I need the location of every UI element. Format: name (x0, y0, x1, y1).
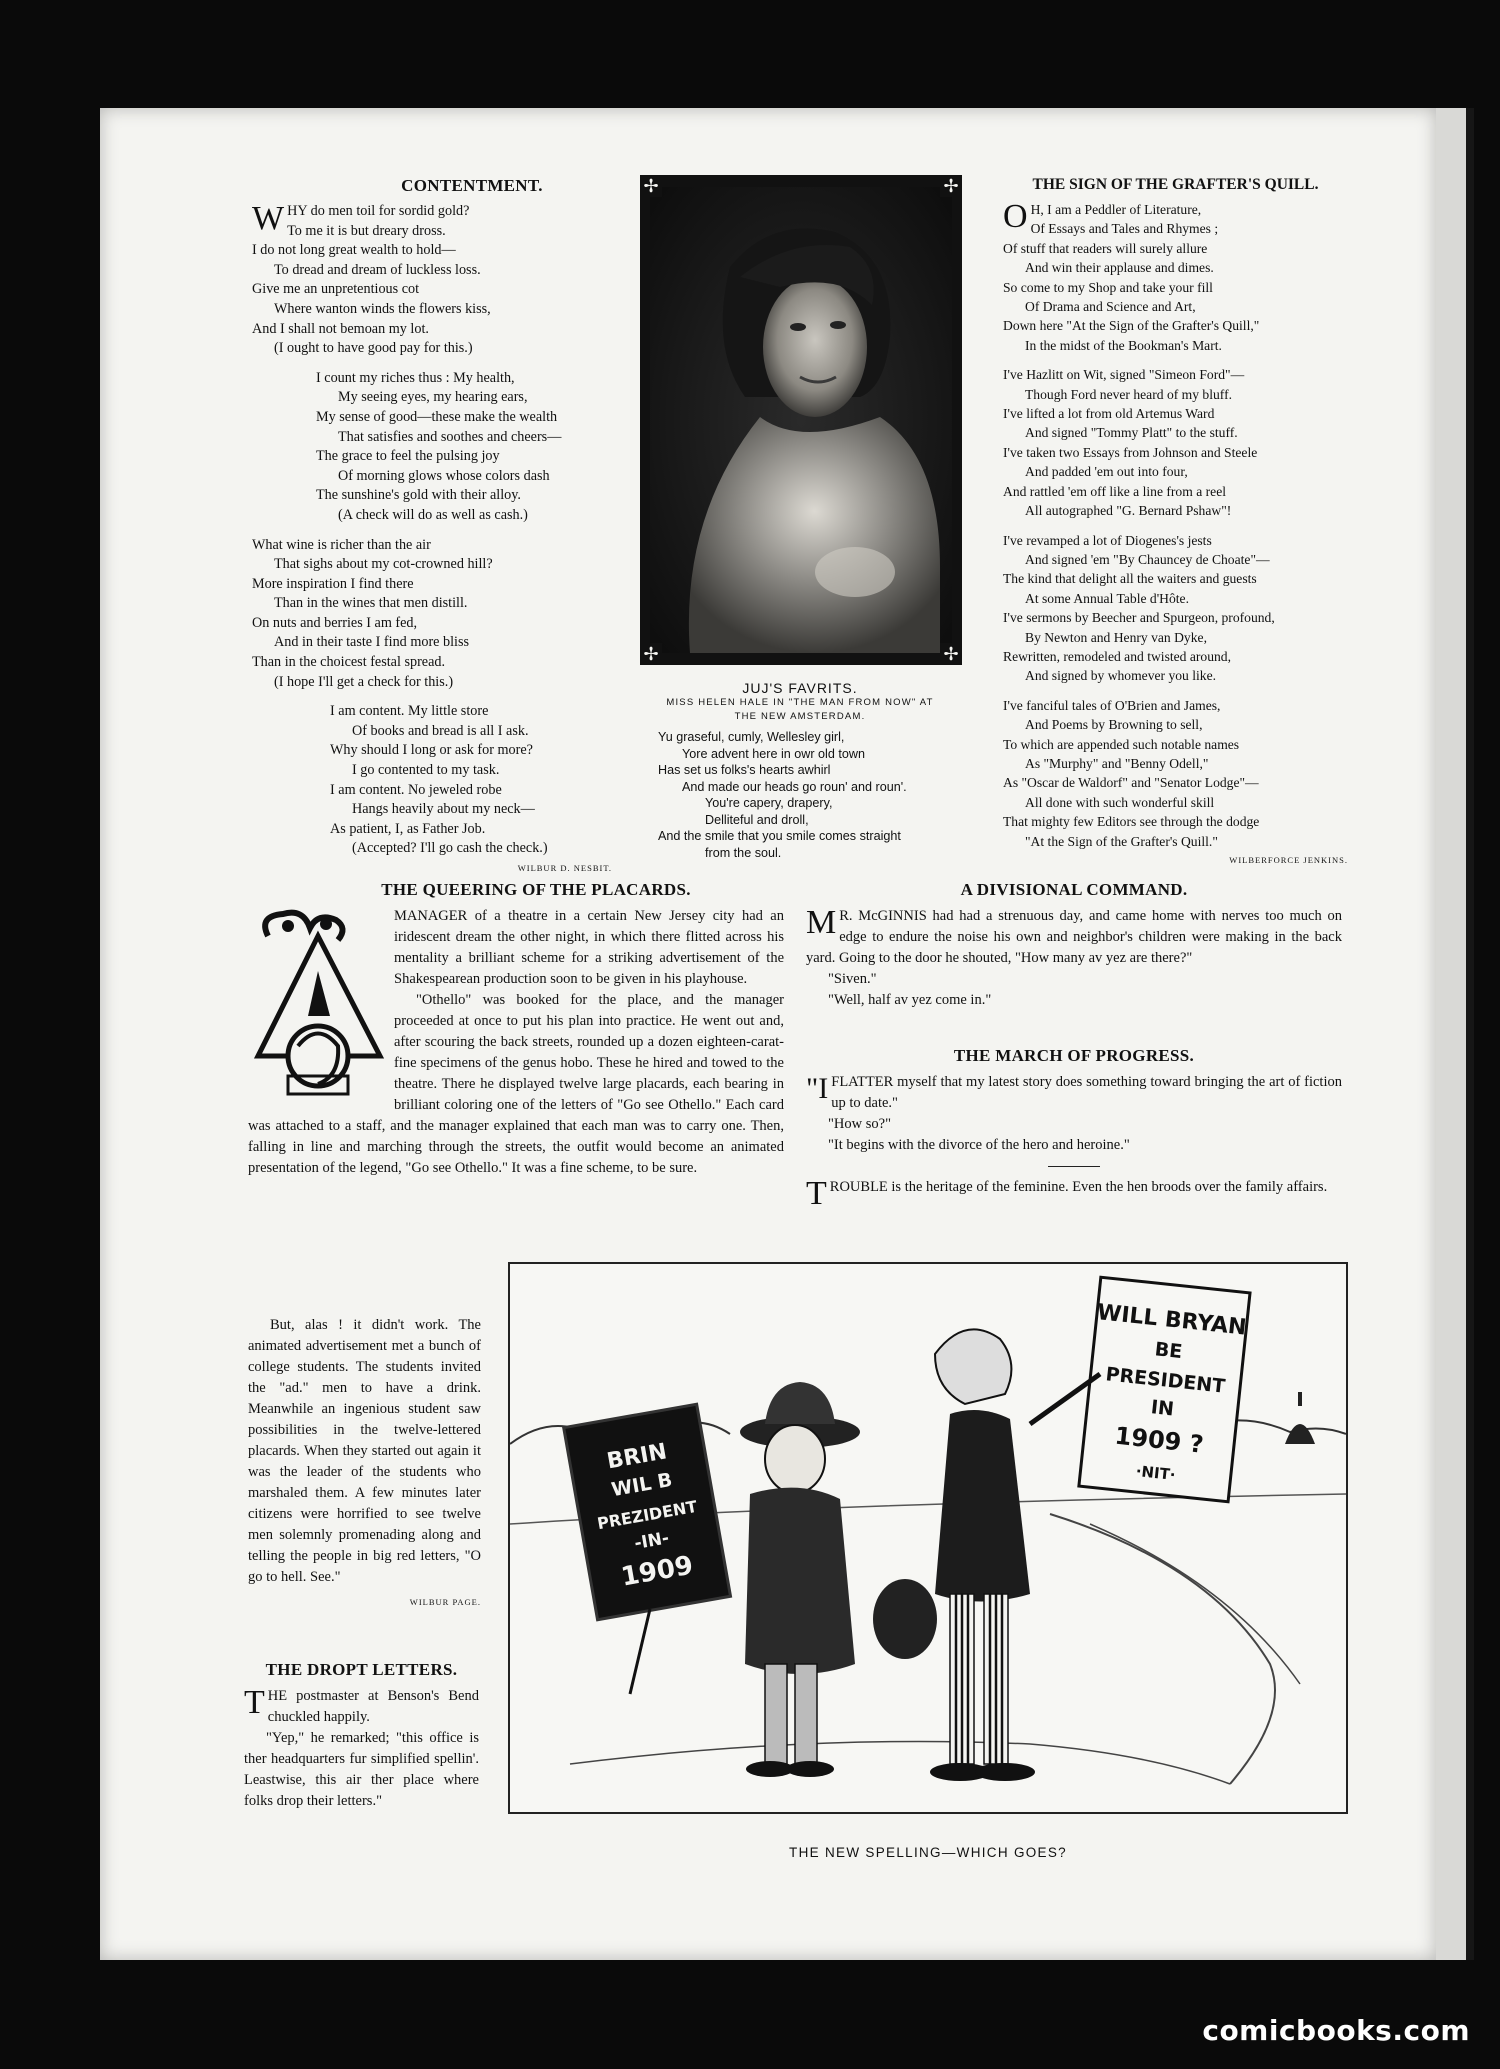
paragraph: TROUBLE is the heritage of the feminine. Even the hen broods over the family affairs. (806, 1175, 1328, 1212)
verse-line: (A check will do as well as cash.) (338, 506, 528, 523)
verse-line: The kind that delight all the waiters and guests (1003, 571, 1257, 587)
verse-line: Rewritten, remodeled and twisted around, (1003, 648, 1232, 664)
verse-line: Delliteful and droll, (705, 812, 809, 827)
verse-line: And signed by whomever you like. (1025, 668, 1217, 684)
ornament-corner: ✢ (940, 643, 962, 665)
article-title: THE DROPT LETTERS. (265, 1660, 458, 1679)
verse-line: Hangs heavily about my neck— (352, 801, 535, 818)
ornamental-letter-a-icon (248, 906, 390, 1098)
dropcap: "I (806, 1072, 829, 1105)
verse-line: I've taken two Essays from Johnson and Steele (1003, 444, 1258, 460)
verse-line: Has set us folks's hearts awhirl (658, 763, 831, 777)
stanza (1003, 531, 1348, 686)
ornament-corner: ✢ (640, 175, 662, 197)
verse-line: I am content. No jeweled robe (330, 781, 502, 798)
verse-line: And I shall not bemoan my lot. (252, 320, 429, 337)
paragraph: But, alas ! it didn't work. The animated advertisement met a bunch of college students. The students invited the "ad." men to have a drink. Meanwhile an ingenious student saw possibilities in the twelve-lettered placards. When they started out again it was the leader of the students who marshaled them. A few minutes later citizens were horrified to see twelve men solemnly promenading along and telling the people in big red letters, "O go to hell. See." (248, 1317, 481, 1585)
article-title: A DIVISIONAL COMMAND. (960, 880, 1188, 899)
portrait-photo (650, 187, 952, 653)
verse-line: I've revamped a lot of Diogenes's jests (1003, 532, 1212, 548)
verse-line: What wine is richer than the air (252, 536, 431, 553)
verse-line: The sunshine's gold with their alloy. (316, 487, 521, 504)
ornament-corner: ✢ (640, 643, 662, 665)
stanza (1003, 200, 1348, 355)
paragraph: "IFLATTER myself that my latest story does something toward bringing the art of fiction up to date." (806, 1072, 1342, 1111)
verse-line: To dread and dream of luckless loss. (274, 261, 481, 278)
paragraph: "Othello" was booked for the place, and the manager proceeded at once to put his plan into practice. He went out and, after scouring the back streets, rounded up a dozen eighteen-carat-fine specimens of the genus hobo. These he hired and towed to the theatre. There he displayed twelve large placards, each bearing in brilliant coloring one of the letters of "Go see Othello." Each card was attached to a staff, and the manager explained that each man was to carry one. Then, falling in line and marching through the streets, the outfit would become an animated presentation of the legend, "Go see Othello." It was a fine scheme, to be sure. (248, 992, 784, 1176)
verse-line: As patient, I, as Father Job. (330, 820, 486, 837)
verse-line: And the smile that you smile comes straight (658, 829, 901, 843)
verse-line: My sense of good—these make the wealth (316, 408, 558, 425)
verse-line: Of books and bread is all I ask. (352, 722, 529, 739)
verse-line: (Accepted? I'll go cash the check.) (352, 840, 548, 857)
verse-line: Yu graseful, cumly, Wellesley girl, (658, 730, 845, 744)
dropcap: T (806, 1175, 827, 1212)
paragraph: M R. McGINNIS had had a strenuous day, and came home with nerves too much on edge to endure the noise his own and neighbor's children were making in the back yard. Going to the door he shouted, "How many av yez are there?" (806, 904, 1342, 966)
left-sign-line: WIL B (609, 1468, 674, 1502)
verse-line: And made our heads go roun' and roun'. (682, 779, 907, 794)
section-divider (1048, 1166, 1100, 1167)
verse-line: All done with such wonderful skill (1025, 794, 1215, 810)
verse-line: (I hope I'll get a check for this.) (274, 673, 454, 690)
right-sign-line: BE (1153, 1338, 1184, 1364)
subtitle-line: THE NEW AMSTERDAM. (734, 711, 866, 722)
paragraph: "It begins with the divorce of the hero and heroine." (828, 1137, 1130, 1153)
verse-line: At some Annual Table d'Hôte. (1025, 590, 1189, 606)
facing-page-edge (1436, 108, 1466, 1960)
verse-line: So come to my Shop and take your fill (1003, 279, 1213, 295)
verse-line: I've lifted a lot from old Artemus Ward (1003, 406, 1215, 422)
stanza (252, 702, 612, 859)
verse-line: On nuts and berries I am fed, (252, 614, 418, 631)
verse-line: I've Hazlitt on Wit, signed "Simeon Ford"— (1003, 367, 1245, 383)
author-signature: WILBUR D. NESBIT. (517, 863, 612, 873)
article-body (244, 1686, 479, 1812)
poem-verse (630, 729, 970, 861)
left-sign-line: -IN- (632, 1528, 671, 1554)
article-divisional-command (806, 880, 1342, 1011)
article-title: THE MARCH OF PROGRESS. (953, 1046, 1195, 1065)
paragraph: "Yep," he remarked; "this office is ther headquarters fur simplified spellin'. Leastwise, this air ther place where folks drop their letters." (244, 1730, 479, 1809)
dropcap: O (1003, 198, 1028, 235)
dropcap: W (252, 200, 285, 237)
watermark: comicbooks.com (1202, 2014, 1470, 2047)
verse-line: from the soul. (705, 845, 782, 860)
poem-title: CONTENTMENT. (401, 176, 543, 195)
verse-line: And padded 'em out into four, (1025, 464, 1188, 480)
author-signature: WILBERFORCE JENKINS. (1229, 855, 1348, 865)
verse-line: The grace to feel the pulsing joy (316, 448, 500, 465)
article-title: THE QUEERING OF THE PLACARDS. (381, 880, 691, 899)
right-sign-line: ·NIT· (1134, 1462, 1177, 1485)
article-body (806, 1072, 1342, 1156)
verse-line: I count my riches thus : My health, (316, 369, 515, 386)
verse-line: That mighty few Editors see through the dodge (1003, 814, 1260, 830)
verse-line: O H, I am a Peddler of Literature, (1003, 198, 1202, 235)
verse-line: That sighs about my cot-crowned hill? (274, 556, 493, 573)
stanza (1003, 696, 1348, 851)
verse-line: Why should I long or ask for more? (330, 742, 533, 759)
verse-line: In the midst of the Bookman's Mart. (1025, 337, 1222, 353)
article-body (806, 906, 1342, 1011)
verse-line: Than in the wines that men distill. (274, 595, 468, 612)
article-queering-placards-cont (248, 1315, 481, 1613)
verse-line: Though Ford never heard of my bluff. (1025, 386, 1233, 402)
article-queering-placards (248, 880, 784, 1179)
verse-line: To me it is but dreary dross. (287, 222, 446, 239)
subtitle-line: MISS HELEN HALE IN "THE MAN FROM NOW" AT (666, 697, 934, 708)
verse-line: My seeing eyes, my hearing ears, (338, 389, 528, 406)
verse-line: WHY do men toil for sordid gold? (252, 200, 470, 237)
verse-line: And in their taste I find more bliss (274, 634, 470, 651)
author-signature: WILBUR PAGE. (409, 1597, 481, 1607)
trouble-paragraph (806, 1175, 1342, 1212)
paragraph: "How so?" (828, 1116, 891, 1132)
right-sign-line: 1909 ? (1113, 1421, 1205, 1459)
verse-line: To which are appended such notable names (1003, 736, 1240, 752)
poem-title: JUJ'S FAVRITS. (742, 680, 858, 696)
ornamental-dropcap (248, 906, 390, 1098)
verse-line: That satisfies and soothes and cheers— (338, 428, 562, 445)
verse-line: You're capery, drapery, (705, 796, 833, 810)
political-cartoon (508, 1262, 1348, 1814)
paragraph: THE postmaster at Benson's Bend chuckled happily. (244, 1684, 479, 1725)
verse-line: More inspiration I find there (252, 575, 414, 592)
cartoon-caption: THE NEW SPELLING—WHICH GOES? (789, 1845, 1067, 1860)
verse-line: And signed 'em "By Chauncey de Choate"— (1025, 551, 1270, 567)
verse-line: I go contented to my task. (352, 762, 500, 779)
verse-line: "At the Sign of the Grafter's Quill." (1025, 833, 1218, 849)
verse-line: Of Drama and Science and Art, (1025, 299, 1196, 315)
verse-line: And win their applause and dimes. (1025, 260, 1214, 276)
paragraph: "Well, half av yez come in." (828, 992, 992, 1008)
verse-line: Where wanton winds the flowers kiss, (274, 300, 491, 317)
verse-line: Of morning glows whose colors dash (338, 467, 550, 484)
article-march-of-progress (806, 1046, 1342, 1212)
verse-line: Of Essays and Tales and Rhymes ; (1030, 221, 1219, 237)
ornament-corner: ✢ (940, 175, 962, 197)
poem-title: THE SIGN OF THE GRAFTER'S QUILL. (1032, 176, 1319, 193)
cartoon-illustration (510, 1264, 1346, 1812)
page-gutter (1466, 108, 1474, 1960)
verse-line: I've sermons by Beecher and Spurgeon, profound, (1003, 610, 1275, 626)
verse-line: And Poems by Browning to sell, (1025, 717, 1203, 733)
stanza (252, 369, 612, 526)
right-sign-line: PRESIDENT (1104, 1363, 1227, 1398)
verse-line: As "Oscar de Waldorf" and "Senator Lodge"— (1003, 775, 1259, 791)
verse-line: Of stuff that readers will surely allure (1003, 240, 1208, 256)
poem-contentment (252, 176, 612, 873)
article-dropt-letters (244, 1660, 479, 1812)
stanza (252, 536, 612, 693)
poem-grafters-quill (1003, 176, 1348, 865)
verse-line: (I ought to have good pay for this.) (274, 340, 473, 357)
right-sign-line: WILL BRYAN (1095, 1300, 1248, 1341)
stanza (252, 202, 612, 359)
woman-portrait (650, 187, 952, 653)
verse-line: Yore advent here in owr old town (682, 746, 865, 761)
verse-line: I am content. My little store (330, 703, 489, 720)
verse-line: Than in the choicest festal spread. (252, 654, 446, 671)
verse-line: I do not long great wealth to hold— (252, 242, 456, 259)
verse-line: And rattled 'em off like a line from a reel (1003, 483, 1227, 499)
portrait-photo-frame (640, 175, 962, 665)
left-sign-line: 1909 (618, 1550, 696, 1593)
dropcap: M (806, 904, 837, 941)
left-sign-line: BRIN (605, 1439, 669, 1475)
paragraph: "Siven." (828, 971, 877, 987)
verse-line: And signed "Tommy Platt" to the stuff. (1025, 425, 1238, 441)
poem-jujs-favrits (630, 680, 970, 861)
verse-line: All autographed "G. Bernard Pshaw"! (1025, 503, 1232, 519)
verse-line: Down here "At the Sign of the Grafter's Quill," (1003, 318, 1260, 334)
dropcap: T (244, 1684, 265, 1721)
verse-line: Give me an unpretentious cot (252, 281, 420, 298)
right-sign-line: IN (1149, 1396, 1176, 1421)
stanza (1003, 365, 1348, 520)
verse-line: I've fanciful tales of O'Brien and James, (1003, 697, 1221, 713)
verse-line: As "Murphy" and "Benny Odell," (1025, 755, 1209, 771)
verse-line: By Newton and Henry van Dyke, (1025, 629, 1207, 645)
left-sign-line: PREZIDENT (595, 1496, 699, 1534)
paragraph: MANAGER of a theatre in a certain New Jersey city had an iridescent dream the other night, in which there flitted across his mentality a brilliant scheme for a striking advertisement of the Shakespearean production soon to be given in his playhouse. (394, 908, 784, 987)
